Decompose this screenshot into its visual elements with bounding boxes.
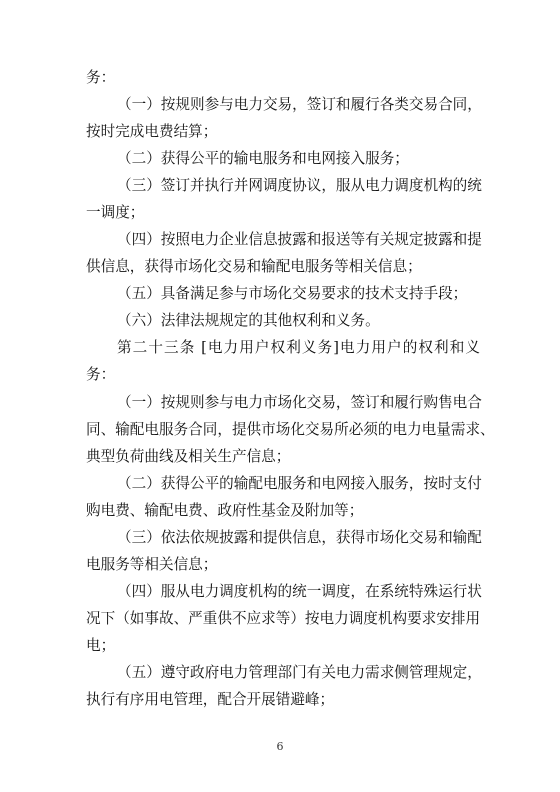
text-line: 按时完成电费结算； bbox=[86, 123, 218, 140]
text-line: （五）具备满足参与市场化交易要求的技术支持手段； bbox=[117, 285, 468, 302]
text-line: 供信息，获得市场化交易和输配电服务等相关信息； bbox=[86, 258, 422, 275]
text-line: （六）法律法规规定的其他权利和义务。 bbox=[117, 312, 380, 329]
text-line: 购电费、输配电费、政府性基金及附加等； bbox=[86, 502, 364, 519]
page-number: 6 bbox=[276, 740, 284, 753]
article-heading-line: 第二十三条 [电力用户权利义务]电力用户的权利和义 bbox=[117, 339, 480, 356]
text-line: 同、输配电服务合同，提供市场化交易所必须的电力电量需求、 bbox=[86, 421, 495, 438]
text-line: 务： bbox=[86, 366, 116, 383]
text-line: 电服务等相关信息； bbox=[86, 556, 218, 573]
text-line: 电； bbox=[86, 637, 116, 654]
text-line: （五）遵守政府电力管理部门有关电力需求侧管理规定， bbox=[117, 664, 482, 681]
text-line: （三）签订并执行并网调度协议，服从电力调度机构的统 bbox=[117, 177, 482, 194]
text-line: 一调度； bbox=[86, 204, 145, 221]
text-line: 典型负荷曲线及相关生产信息； bbox=[86, 448, 291, 465]
text-line: 况下（如事故、严重供不应求等）按电力调度机构要求安排用 bbox=[86, 610, 481, 627]
text-line: （四）服从电力调度机构的统一调度，在系统特殊运行状 bbox=[117, 583, 482, 600]
text-line: （一）按规则参与电力市场化交易，签订和履行购售电合 bbox=[117, 394, 482, 411]
text-line: （三）依法依规披露和提供信息，获得市场化交易和输配 bbox=[117, 529, 482, 546]
text-line: （二）获得公平的输电服务和电网接入服务； bbox=[117, 150, 409, 167]
text-line: （二）获得公平的输配电服务和电网接入服务，按时支付 bbox=[117, 475, 482, 492]
text-line: 执行有序用电管理，配合开展错避峰； bbox=[86, 691, 335, 708]
text-line: （四）按照电力企业信息披露和报送等有关规定披露和提 bbox=[117, 231, 482, 248]
text-line: 务： bbox=[86, 69, 116, 86]
text-line: （一）按规则参与电力交易，签订和履行各类交易合同， bbox=[117, 96, 482, 113]
